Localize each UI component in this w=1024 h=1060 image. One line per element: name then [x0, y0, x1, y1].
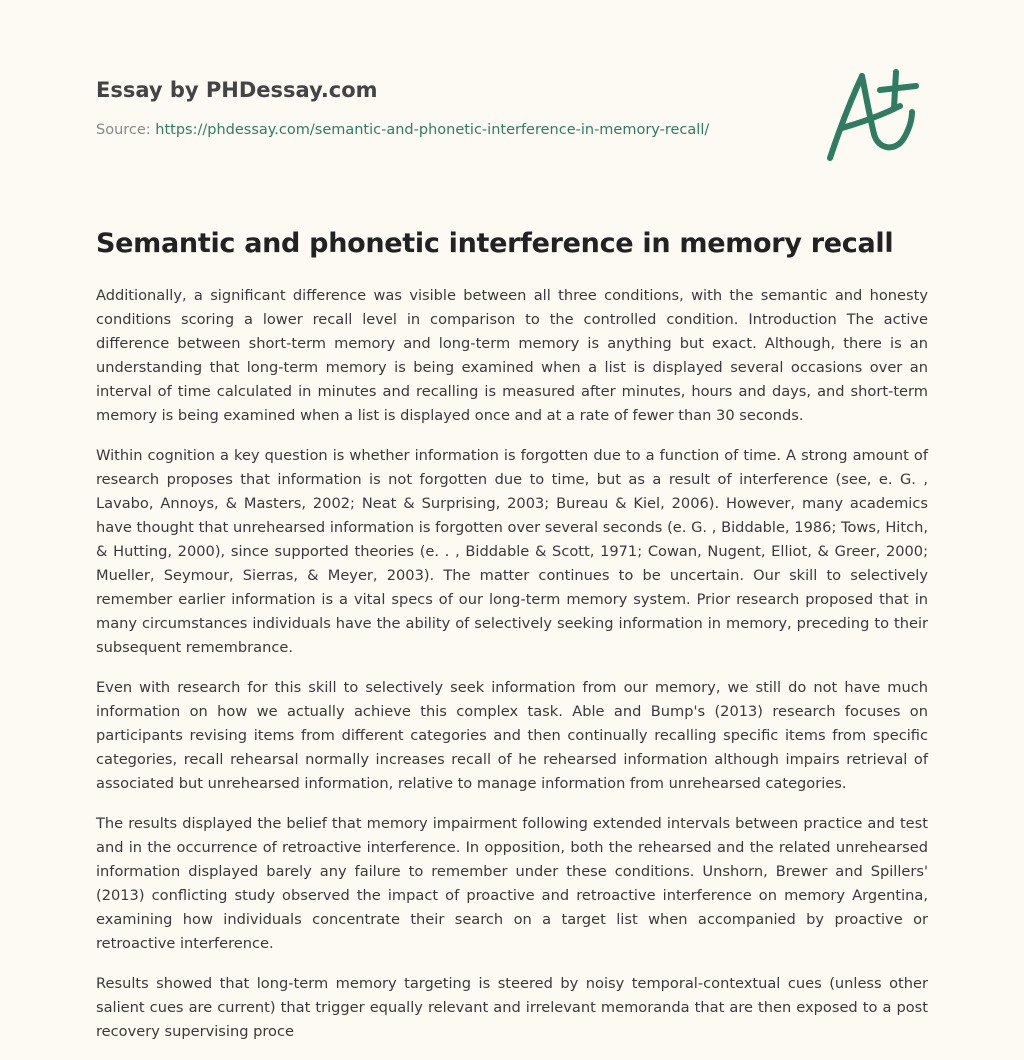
article-paragraph: Within cognition a key question is whether information is forgotten due to a function of time. A strong amount of research proposes that information is not forgotten due to time, but as a result of interference (see, e. G. , Lavabo, Annoys, & Masters, 2002; Neat & Surprising, 2003; Bureau & Kiel, 2006). However, many academics have thought that unrehearsed information is forgotten over several seconds (e. G. , Biddable, 1986; Tows, Hitch, & Hutting, 2000), since supported theories (e. . , Biddable & Scott, 1971; Cowan, Nugent, Elliot, & Greer, 2000; Mueller, Seymour, Sierras, & Meyer, 2003). The matter continues to be uncertain. Our skill to selectively remember earlier information is a vital specs of our long-term memory system. Prior research proposed that in many circumstances individuals have the ability of selectively seeking information in memory, preceding to their subsequent remembrance.: [96, 447, 928, 656]
article-paragraph: Results showed that long-term memory targeting is steered by noisy temporal-contextual cues (unless other salient cues are current) that trigger equally relevant and irrelevant memoranda that are then exposed to a post recovery supervising proce: [96, 975, 928, 1040]
article-paragraph: The results displayed the belief that memory impairment following extended intervals between practice and test and in the occurrence of retroactive interference. In opposition, both the rehearsed and the related unrehearsed information displayed barely any failure to remember under these conditions. Unshorn, Brewer and Spillers' (2013) conflicting study observed the impact of proactive and retroactive interference on memory Argentina, examining how individuals concentrate their search on a target list when accompanied by proactive or retroactive interference.: [96, 815, 928, 952]
site-brand: Essay by PHDessay.com: [96, 78, 378, 102]
article-paragraph: Additionally, a significant difference was visible between all three conditions, with the semantic and honesty conditions scoring a lower recall level in comparison to the controlled condition. Introduction The active difference between short-term memory and long-term memory is anything but exact. Although, there is an understanding that long-term memory is being examined when a list is displayed several occasions over an interval of time calculated in minutes and recalling is measured after minutes, hours and days, and short-term memory is being examined when a list is displayed once and at a rate of fewer than 30 seconds.: [96, 287, 928, 424]
page-header: [96, 76, 796, 140]
article-paragraph: Even with research for this skill to selectively seek information from our memory, we still do not have much information on how we actually achieve this complex task. Able and Bump's (2013) research focuses on participants revising items from different categories and then continually recalling specific items from specific categories, recall rehearsal normally increases recall of he rehearsed information although impairs retrieval of associated but unrehearsed information, relative to manage information from unrehearsed categories.: [96, 679, 928, 792]
source-line: [96, 120, 796, 140]
source-link[interactable]: https://phdessay.com/semantic-and-phonetic-interference-in-memory-recall/: [155, 122, 710, 138]
source-label: Source:: [96, 122, 151, 138]
article-body: [96, 284, 928, 1060]
article-title: Semantic and phonetic interference in memory recall: [96, 228, 894, 259]
a-plus-grade-icon: [820, 66, 928, 166]
